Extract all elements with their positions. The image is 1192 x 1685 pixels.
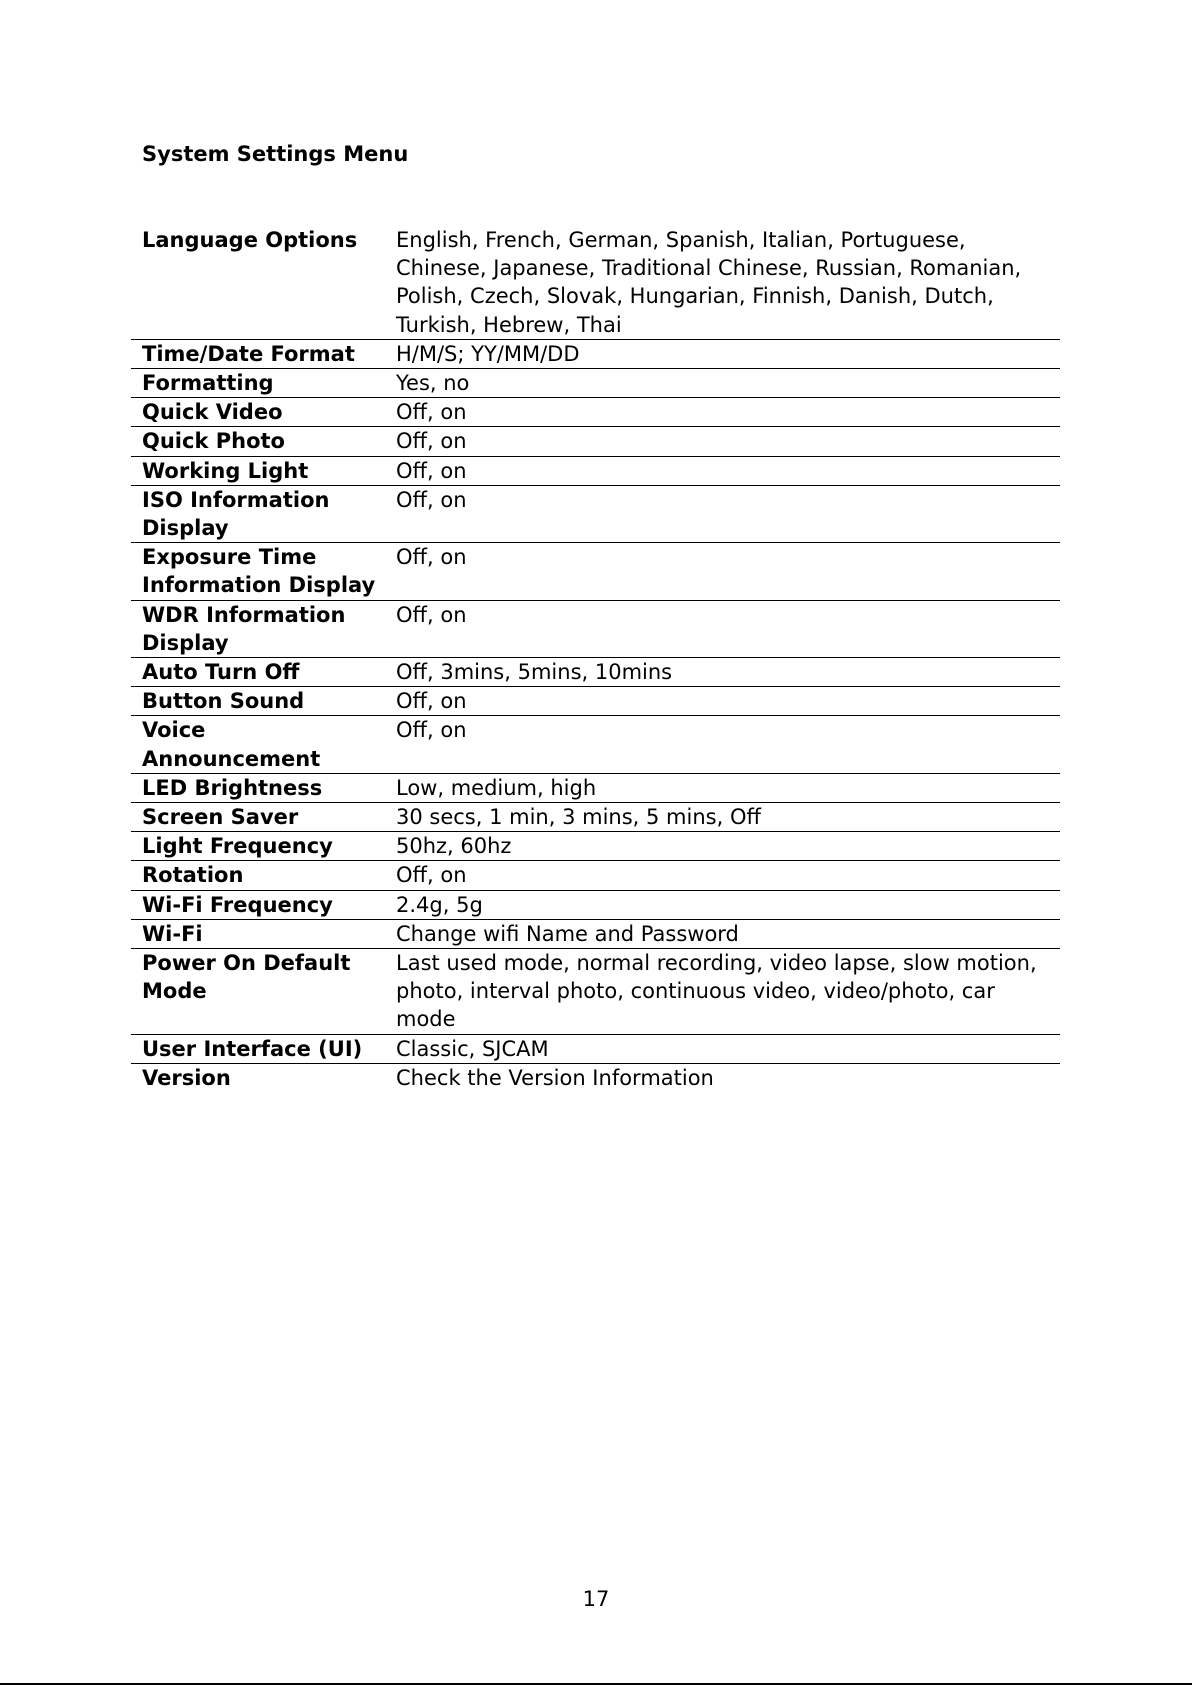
table-row (131, 600, 1060, 657)
table-row (131, 716, 1060, 773)
setting-name-iso-information-display: ISO Information Display (131, 485, 386, 542)
page-title: System Settings Menu (142, 142, 409, 166)
setting-name-led-brightness: LED Brightness (131, 773, 386, 802)
settings-table (131, 226, 1060, 1092)
setting-name-wifi: Wi-Fi (131, 919, 386, 948)
setting-value-voice-announcement: Off, on (386, 716, 1060, 773)
setting-value-time-date-format: H/M/S; YY/MM/DD (386, 339, 1060, 368)
setting-value-user-interface: Classic, SJCAM (386, 1034, 1060, 1063)
setting-name-time-date-format: Time/Date Format (131, 339, 386, 368)
table-row (131, 861, 1060, 890)
table-row (131, 803, 1060, 832)
table-row (131, 1034, 1060, 1063)
setting-value-formatting: Yes, no (386, 369, 1060, 398)
setting-value-light-frequency: 50hz, 60hz (386, 832, 1060, 861)
setting-name-voice-announcement: Voice Announcement (131, 716, 386, 773)
setting-name-light-frequency: Light Frequency (131, 832, 386, 861)
table-row (131, 456, 1060, 485)
table-row (131, 773, 1060, 802)
setting-value-auto-turn-off: Off, 3mins, 5mins, 10mins (386, 658, 1060, 687)
setting-value-exposure-time-information-display: Off, on (386, 543, 1060, 600)
setting-value-screen-saver: 30 secs, 1 min, 3 mins, 5 mins, Off (386, 803, 1060, 832)
table-row (131, 226, 1060, 339)
table-row (131, 890, 1060, 919)
table-row (131, 1063, 1060, 1092)
setting-name-wifi-frequency: Wi-Fi Frequency (131, 890, 386, 919)
table-row (131, 485, 1060, 542)
setting-name-language-options: Language Options (142, 228, 358, 252)
setting-name-formatting: Formatting (131, 369, 386, 398)
setting-value-quick-photo: Off, on (386, 427, 1060, 456)
table-row (131, 427, 1060, 456)
setting-name-power-on-default-mode: Power On Default Mode (131, 949, 386, 1035)
setting-name-auto-turn-off: Auto Turn Off (131, 658, 386, 687)
table-row (131, 687, 1060, 716)
setting-value-led-brightness: Low, medium, high (386, 773, 1060, 802)
table-row (131, 832, 1060, 861)
setting-name-screen-saver: Screen Saver (131, 803, 386, 832)
setting-name-wdr-information-display: WDR Information Display (131, 600, 386, 657)
setting-value-rotation: Off, on (386, 861, 1060, 890)
setting-value-quick-video: Off, on (386, 398, 1060, 427)
table-row (131, 398, 1060, 427)
table-row (131, 919, 1060, 948)
setting-name-version: Version (131, 1063, 386, 1092)
setting-value-wdr-information-display: Off, on (386, 600, 1060, 657)
table-row (131, 658, 1060, 687)
table-row (131, 369, 1060, 398)
setting-value-language-options: English, French, German, Spanish, Italian, Portuguese, Chinese, Japanese, Traditional Chinese, Russian, Romanian, Polish, Czech, Slovak, Hungarian, Finnish, Danish, Dutch, Turkish, Hebrew, Thai (396, 228, 1022, 337)
table-row (131, 949, 1060, 1035)
setting-value-working-light: Off, on (386, 456, 1060, 485)
setting-name-rotation: Rotation (131, 861, 386, 890)
setting-name-exposure-time-information-display: Exposure Time Information Display (131, 543, 386, 600)
setting-value-iso-information-display: Off, on (386, 485, 1060, 542)
setting-name-user-interface: User Interface (UI) (131, 1034, 386, 1063)
table-row (131, 543, 1060, 600)
setting-value-wifi-frequency: 2.4g, 5g (386, 890, 1060, 919)
setting-name-quick-photo: Quick Photo (131, 427, 386, 456)
setting-name-button-sound: Button Sound (131, 687, 386, 716)
table-row (131, 339, 1060, 368)
setting-value-wifi: Change wifi Name and Password (386, 919, 1060, 948)
setting-name-quick-video: Quick Video (131, 398, 386, 427)
setting-name-working-light: Working Light (131, 456, 386, 485)
setting-value-power-on-default-mode: Last used mode, normal recording, video lapse, slow motion, photo, interval photo, continuous video, video/photo, car mode (386, 949, 1060, 1035)
setting-value-version: Check the Version Information (386, 1063, 1060, 1092)
page-number: 17 (582, 1587, 610, 1611)
setting-value-button-sound: Off, on (386, 687, 1060, 716)
